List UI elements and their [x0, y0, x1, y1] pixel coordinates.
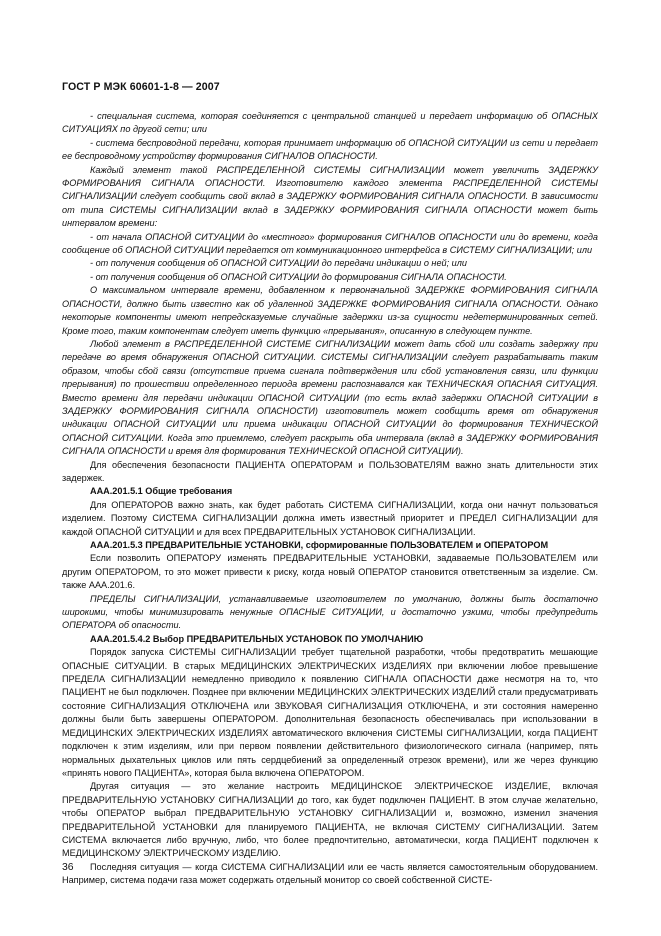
section-heading: ААА.201.5.3 ПРЕДВАРИТЕЛЬНЫЕ УСТАНОВКИ, сформированные ПОЛЬЗОВАТЕЛЕМ и ОПЕРАТОРОМ [90, 540, 549, 550]
section-heading: ААА.201.5.4.2 Выбор ПРЕДВАРИТЕЛЬНЫХ УСТАНОВОК ПО УМОЛЧАНИЮ [90, 633, 424, 644]
paragraph: - от получения сообщения об ОПАСНОЙ СИТУАЦИИ до формирования СИГНАЛА ОПАСНОСТИ. [90, 271, 507, 282]
paragraph: ПРЕДЕЛЫ СИГНАЛИЗАЦИИ, устанавливаемые изготовителем по умолчанию, должны быть достаточно широкими, чтобы минимизировать ненужные ОПАСНЫЕ СИТУАЦИИ, и достаточно узкими, чтобы предупредить ОПЕРАТОРА об опасности. [62, 593, 598, 631]
paragraph: - система беспроводной передачи, которая принимает информацию об ОПАСНОЙ СИТУАЦИИ из сети и передает ее беспроводному устройству формирования СИГНАЛОВ ОПАСНОСТИ. [62, 137, 598, 162]
page-number: 36 [62, 862, 74, 873]
page-header: ГОСТ Р МЭК 60601-1-8 — 2007 [62, 81, 220, 93]
paragraph: - от начала ОПАСНОЙ СИТУАЦИИ до «местного» формирования СИГНАЛОВ ОПАСНОСТИ или до времени, когда сообщение об ОПАСНОЙ СИТУАЦИИ передается от коммуникационного интерфейса в СИСТЕМУ СИГНАЛИЗАЦИИ; или [62, 231, 598, 256]
paragraph: Для ОПЕРАТОРОВ важно знать, как будет работать СИСТЕМА СИГНАЛИЗАЦИИ, когда они начнут пользоваться изделием. Поэтому СИСТЕМА СИГНАЛИЗАЦИИ должна иметь известный приоритет и ПРЕДЕЛ СИГНАЛИЗАЦИИ для каждой ОПАСНОЙ СИТУАЦИИ и для всех ПРЕДВАРИТЕЛЬНЫХ УСТАНОВОК СИГНАЛИЗАЦИИ. [62, 499, 598, 537]
paragraph: Для обеспечения безопасности ПАЦИЕНТА ОПЕРАТОРАМ и ПОЛЬЗОВАТЕЛЯМ важно знать длительности этих задержек. [62, 459, 598, 483]
paragraph: Каждый элемент такой РАСПРЕДЕЛЕННОЙ СИСТЕМЫ СИГНАЛИЗАЦИИ может увеличить ЗАДЕРЖКУ ФОРМИРОВАНИЯ СИГНАЛА ОПАСНОСТИ. Изготовителю каждого элемента РАСПРЕДЕЛЕННОЙ СИСТЕМЫ СИГНАЛИЗАЦИИ следует сообщить свой вклад в ЗАДЕРЖКУ ФОРМИРОВАНИЯ СИГНАЛА ОПАСНОСТИ. В зависимости от типа СИСТЕМЫ СИГНАЛИЗАЦИИ вклад в ЗАДЕРЖКУ ФОРМИРОВАНИЯ СИГНАЛА ОПАСНОСТИ может быть интервалом времени: [62, 164, 598, 229]
document-body [62, 110, 598, 888]
paragraph: Любой элемент в РАСПРЕДЕЛЕННОЙ СИСТЕМЕ СИГНАЛИЗАЦИИ может дать сбой или создать задержку при передаче во время обнаружения ОПАСНОЙ СИТУАЦИИ. СИСТЕМЫ СИГНАЛИЗАЦИИ следует разрабатывать таким образом, чтобы сбой связи (отсутствие приема сигнала подтверждения или сбой установления связи, или функции прерывания) по прошествии определенного периода времени распознавался как ТЕХНИЧЕСКАЯ ОПАСНАЯ СИТУАЦИЯ. Вместо времени для передачи индикации ОПАСНОЙ СИТУАЦИИ (то есть вклад задержки ОПАСНОЙ СИТУАЦИИ в ЗАДЕРЖКУ ФОРМИРОВАНИЯ СИГНАЛА ОПАСНОСТИ) изготовитель может сообщить время от обнаружения индикации ОПАСНОЙ СИТУАЦИИ или приема индикации ОПАСНОЙ СИТУАЦИИ до формирования ТЕХНИЧЕСКОЙ ОПАСНОЙ СИТУАЦИИ. Когда это приемлемо, следует раскрыть оба интервала (вклад в ЗАДЕРЖКУ ФОРМИРОВАНИЯ СИГНАЛА ОПАСНОСТИ и время для формирования ТЕХНИЧЕСКОЙ ОПАСНОЙ СИТУАЦИИ). [62, 338, 598, 457]
paragraph: Порядок запуска СИСТЕМЫ СИГНАЛИЗАЦИИ требует тщательной разработки, чтобы предотвратить мешающие ОПАСНЫЕ СИТУАЦИИ. В старых МЕДИЦИНСКИХ ЭЛЕКТРИЧЕСКИХ ИЗДЕЛИЯХ при включении любое превышение ПРЕДЕЛА СИГНАЛИЗАЦИИ немедленно приводило к появлению СИГНАЛА ОПАСНОСТИ даже несмотря на то, что ПАЦИЕНТ не был подключен. Позднее при включении МЕДИЦИНСКИХ ЭЛЕКТРИЧЕСКИХ ИЗДЕЛИЙ стали предусматривать состояние СИГНАЛИЗАЦИЯ ОТКЛЮЧЕНА или ЗВУКОВАЯ СИГНАЛИЗАЦИЯ ОТКЛЮЧЕНА, и эти состояния намеренно должны были быть завершены ОПЕРАТОРОМ. Дополнительная безопасность обеспечивалась при использовании в МЕДИЦИНСКИХ ЭЛЕКТРИЧЕСКИХ ИЗДЕЛИЯХ автоматического включения СИСТЕМЫ СИГНАЛИЗАЦИИ, когда ПАЦИЕНТ подключен к этим изделиям, или при первом появлении действительного физиологического сигнала (например, пять нормальных дыхательных циклов или пять сердцебиений за определенный отрезок времени), или же через функцию «принять нового ПАЦИЕНТА», которая была включена ОПЕРАТОРОМ. [62, 647, 598, 778]
paragraph: Другая ситуация — это желание настроить МЕДИЦИНСКОЕ ЭЛЕКТРИЧЕСКОЕ ИЗДЕЛИЕ, включая ПРЕДВАРИТЕЛЬНУЮ УСТАНОВКУ СИГНАЛИЗАЦИИ до того, как будет подключен ПАЦИЕНТ. В этом случае желательно, чтобы ОПЕРАТОР выбрал ПРЕДВАРИТЕЛЬНУЮ УСТАНОВКУ СИГНАЛИЗАЦИИ и, возможно, изменил значения ПРЕДВАРИТЕЛЬНОЙ УСТАНОВКИ для планируемого ПАЦИЕНТА, не включая СИСТЕМУ СИГНАЛИЗАЦИИ. Затем СИСТЕМА включается либо вручную, либо, что более предпочтительно, автоматически, когда ПАЦИЕНТ подключен к МЕДИЦИНСКОМУ ЭЛЕКТРИЧЕСКОМУ ИЗДЕЛИЮ. [62, 781, 598, 859]
section-heading: ААА.201.5.1 Общие требования [90, 486, 233, 497]
paragraph: - специальная система, которая соединяется с центральной станцией и передает информацию об ОПАСНЫХ СИТУАЦИЯХ по другой сети; или [62, 111, 598, 135]
paragraph: О максимальном интервале времени, добавленном к первоначальной ЗАДЕРЖКЕ ФОРМИРОВАНИЯ СИГНАЛА ОПАСНОСТИ, должно быть известно как об удаленной ЗАДЕРЖКЕ ФОРМИРОВАНИЯ СИГНАЛА ОПАСНОСТИ. Однако некоторые компоненты имеют непредсказуемые случайные задержки из-за сущности недетерминированных сетей. Кроме того, таким компонентам следует иметь функцию «прерывания», описанную в следующем пункте. [62, 285, 598, 336]
paragraph: Если позволить ОПЕРАТОРУ изменять ПРЕДВАРИТЕЛЬНЫЕ УСТАНОВКИ, задаваемые ПОЛЬЗОВАТЕЛЕМ или другим ОПЕРАТОРОМ, то это может привести к риску, когда новый ОПЕРАТОР становится ответственным за изделие. См. также ААА.201.6. [62, 553, 598, 591]
paragraph: - от получения сообщения об ОПАСНОЙ СИТУАЦИИ до передачи индикации о ней; или [90, 258, 467, 269]
paragraph: Последняя ситуация — когда СИСТЕМА СИГНАЛИЗАЦИИ или ее часть является самостоятельным оборудованием. Например, система подачи газа может содержать отдельный монитор со своей собственной СИСТЕ- [62, 861, 598, 886]
